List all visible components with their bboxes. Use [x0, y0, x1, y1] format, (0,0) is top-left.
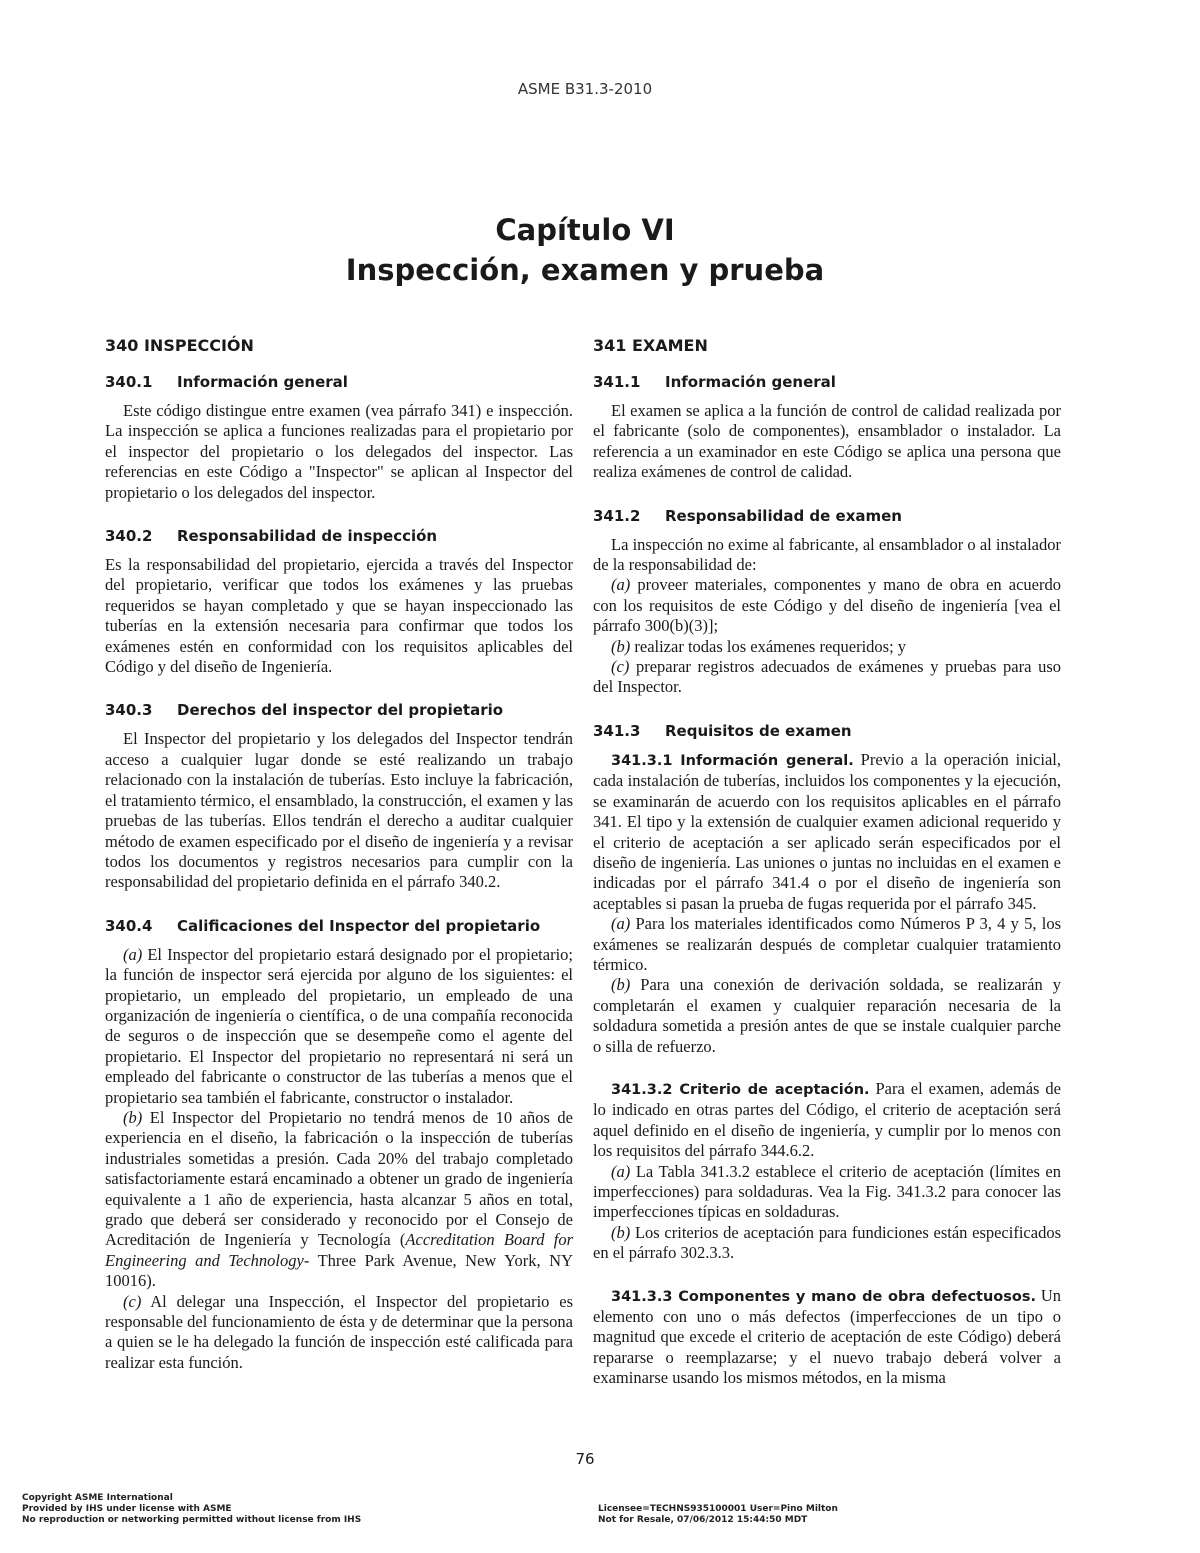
section-341-3-3-paragraph: [593, 1286, 1061, 1389]
chapter-subtitle: Inspección, examen y prueba: [345, 253, 825, 287]
item-marker: (c): [123, 1291, 142, 1311]
section-341-2-paragraph: La inspección no exime al fabricante, al ensamblador o al instalador de la responsabilidad de:: [593, 534, 1061, 575]
footer-copyright: [22, 1493, 361, 1526]
item-text: Para los materiales identificados como Números P 3, 4 y 5, los exámenes se realizarán después de completar cualquier tratamiento térmico.: [593, 914, 1061, 974]
section-341-2-item-b: [593, 637, 1061, 657]
section-341-3-1-paragraph: [593, 750, 1061, 914]
section-title: Información general: [665, 373, 836, 391]
section-341-3-2-item-b: [593, 1223, 1061, 1264]
item-text: El Inspector del Propietario no tendrá menos de 10 años de experiencia en el diseño, la fabricación o la inspección de tuberías industriales sometidas a presión. Cada 20% del trabajo completado satisfactoriamente estará encaminado a obtener un grado de ingeniería equivalente a 1 año de experiencia, hasta alcanzar 5 años en total, grado que deberá ser considerado y reconocido por el Consejo de Acreditación de Ingeniería y Tecnología (: [105, 1107, 573, 1250]
item-text: Los criterios de aceptación para fundiciones están especificados en el párrafo 302.3.3.: [593, 1222, 1061, 1263]
section-number: 341.2: [593, 506, 641, 525]
section-340-4-item-a: [105, 945, 573, 1108]
section-number: 341.3: [593, 721, 641, 740]
section-341-3-1-item-b: [593, 975, 1061, 1057]
section-341-heading: 341 EXAMEN: [593, 336, 708, 355]
item-marker: (b): [611, 1222, 631, 1242]
item-text-italic: Accreditation Board for Engineering and Technology: [105, 1230, 574, 1270]
paragraph-text: Previo a la operación inicial, cada instalación de tuberías, incluidos los componentes y la ejecución, se examinarán de acuerdo con los requisitos aplicables en el párrafo 341. El tipo y la extensión de cualquier examen adicional requerido y el criterio de aceptación a ser aplicado serán especificados por el diseño de ingeniería. Las uniones o juntas no incluidas en el examen e indicadas por el párrafo 341.4 o por el diseño de ingeniería son aceptables si pasan la prueba de fugas requerida por el párrafo 345.: [593, 749, 1061, 913]
right-column: [593, 335, 1061, 1389]
section-number: 340.1: [105, 373, 153, 391]
chapter-number: Capítulo VI: [495, 213, 675, 247]
section-number: 340.2: [105, 527, 153, 546]
section-340-heading: 340 INSPECCIÓN: [105, 336, 254, 355]
section-341-3-2-paragraph: [593, 1079, 1061, 1162]
runin-heading: 341.3.3 Componentes y mano de obra defectuosos.: [611, 1288, 1036, 1305]
item-marker: (b): [611, 636, 631, 656]
section-340-2-paragraph: Es la responsabilidad del propietario, ejercida a través del Inspector del propietario, verificar que todos los exámenes y las pruebas requeridos se hayan completado y que se hayan inspeccionado las tuberías en la extensión necesaria para confirmar que todos los exámenes estén en conformidad con los requisitos aplicables del Código y del diseño de Ingeniería.: [105, 555, 573, 677]
section-341-2-item-c: [593, 657, 1061, 698]
section-341-3-heading: [593, 720, 1061, 742]
section-341-3-2-item-a: [593, 1162, 1061, 1223]
section-340-4-heading: [105, 915, 573, 937]
section-title: Información general: [177, 373, 348, 391]
item-marker: (b): [123, 1107, 143, 1127]
paragraph-text: Para el examen, además de lo indicado en otras partes del Código, el criterio de aceptación será aquel definido en el diseño de ingeniería, y cumplir por lo menos con los requisitos del párrafo 344.6.2.: [593, 1078, 1061, 1161]
item-text: El Inspector del propietario estará designado por el propietario; la función de inspector será ejercida por alguno de los siguientes: el propietario, un empleado del propietario, un empleado de una organización de ingeniería o científica, o de una compañía reconocida de seguros o de inspección que se desempeñe como el agente del propietario. El Inspector del propietario no representará ni será un empleado del fabricante o constructor de las tuberías a menos que el propietario sea también el fabricante, constructor o instalador.: [105, 944, 573, 1107]
section-341-3-1-item-a: [593, 914, 1061, 975]
footer-line: Not for Resale, 07/06/2012 15:44:50 MDT: [598, 1515, 808, 1525]
footer-license: [598, 1504, 838, 1526]
item-marker: (a): [611, 1161, 631, 1181]
footer-line: Copyright ASME International: [22, 1493, 173, 1503]
paragraph-text: Un elemento con uno o más defectos (imperfecciones de un tipo o magnitud que excede el criterio de aceptación de este Código) deberá repararse o reemplazarse; y el nuevo trabajo deberá volver a examinarse usando los mismos métodos, en la misma: [593, 1285, 1061, 1388]
footer-line: Provided by IHS under license with ASME: [22, 1504, 232, 1514]
section-title: Requisitos de examen: [665, 721, 852, 740]
section-title: Responsabilidad de examen: [665, 506, 902, 525]
section-number: 340.4: [105, 916, 153, 935]
chapter-title: [0, 210, 1170, 290]
section-title: Derechos del inspector del propietario: [177, 701, 504, 720]
footer-line: Licensee=TECHNS935100001 User=Pino Milton: [598, 1504, 838, 1514]
item-text: proveer materiales, componentes y mano de obra en acuerdo con los requisitos de este Código y del diseño de ingeniería [vea el párrafo 300(b)(3)];: [593, 575, 1061, 636]
section-number: 340.3: [105, 701, 153, 720]
runin-heading: 341.3.1 Información general.: [611, 752, 854, 769]
runin-heading: 341.3.2 Criterio de aceptación.: [611, 1081, 870, 1098]
section-340-3-heading: [105, 699, 573, 721]
item-text: Al delegar una Inspección, el Inspector del propietario es responsable del funcionamiento de ésta y de determinar que la persona a quien se le ha delegado la función de inspección esté calificada para realizar esta función.: [105, 1291, 573, 1372]
section-340-1-heading: [105, 371, 573, 393]
item-marker: (b): [611, 975, 631, 995]
section-340-3-paragraph: El Inspector del propietario y los delegados del Inspector tendrán acceso a cualquier lugar donde se esté realizando un trabajo relacionado con la instalación de tuberías. Esto incluye la fabricación, el tratamiento térmico, el ensamblado, la construcción, el examen y las pruebas de las tuberías. Ellos tendrán el derecho a auditar cualquier método de examen especificado por el diseño de ingeniería y a revisar todos los documentos y registros necesarios para cumplir con la responsabilidad del propietario definida en el párrafo 340.2.: [105, 729, 573, 892]
section-341-1-heading: [593, 371, 1061, 393]
item-marker: (c): [611, 657, 630, 677]
section-340-4-item-c: [105, 1292, 573, 1374]
section-341-2-heading: [593, 505, 1061, 527]
section-341-2-item-a: [593, 575, 1061, 636]
item-text: realizar todas los exámenes requeridos; y: [630, 636, 907, 656]
running-head: ASME B31.3-2010: [517, 80, 653, 98]
item-marker: (a): [123, 944, 143, 964]
section-title: Responsabilidad de inspección: [177, 527, 438, 546]
section-title: Calificaciones del Inspector del propietario: [177, 916, 541, 935]
item-text: La Tabla 341.3.2 establece el criterio de aceptación (límites en imperfecciones) para soldaduras. Vea la Fig. 341.3.2 para conocer las imperfecciones típicas en soldaduras.: [593, 1161, 1061, 1222]
section-341-1-paragraph: El examen se aplica a la función de control de calidad realizada por el fabricante (solo de componentes), ensamblador o instalador. La referencia a un examinador en este Código se aplica una persona que realiza exámenes de control de calidad.: [593, 401, 1061, 482]
section-number: 341.1: [593, 373, 641, 391]
item-marker: (a): [611, 914, 631, 934]
item-text: - Three Park Avenue, New York, NY 10016).: [105, 1250, 573, 1291]
item-marker: (a): [611, 575, 631, 595]
footer-line: No reproduction or networking permitted without license from IHS: [22, 1515, 362, 1525]
section-340-1-paragraph: Este código distingue entre examen (vea párrafo 341) e inspección. La inspección se aplica a funciones realizadas para el propietario por el inspector del propietario o los delegados del inspector. Las referencias en este Código a "Inspector" se aplican al Inspector del propietario o los delegados del inspector.: [105, 401, 573, 502]
item-text: Para una conexión de derivación soldada, se realizarán y completarán el examen y cualquier reparación necesaria de la soldadura sometida a presión antes de que se instale cualquier parche o silla de refuerzo.: [593, 975, 1061, 1056]
left-column: [105, 335, 573, 1373]
page-number: 76: [575, 1450, 595, 1468]
section-340-2-heading: [105, 525, 573, 547]
item-text: preparar registros adecuados de exámenes y pruebas para uso del Inspector.: [593, 657, 1061, 697]
section-340-4-item-b: [105, 1108, 573, 1292]
